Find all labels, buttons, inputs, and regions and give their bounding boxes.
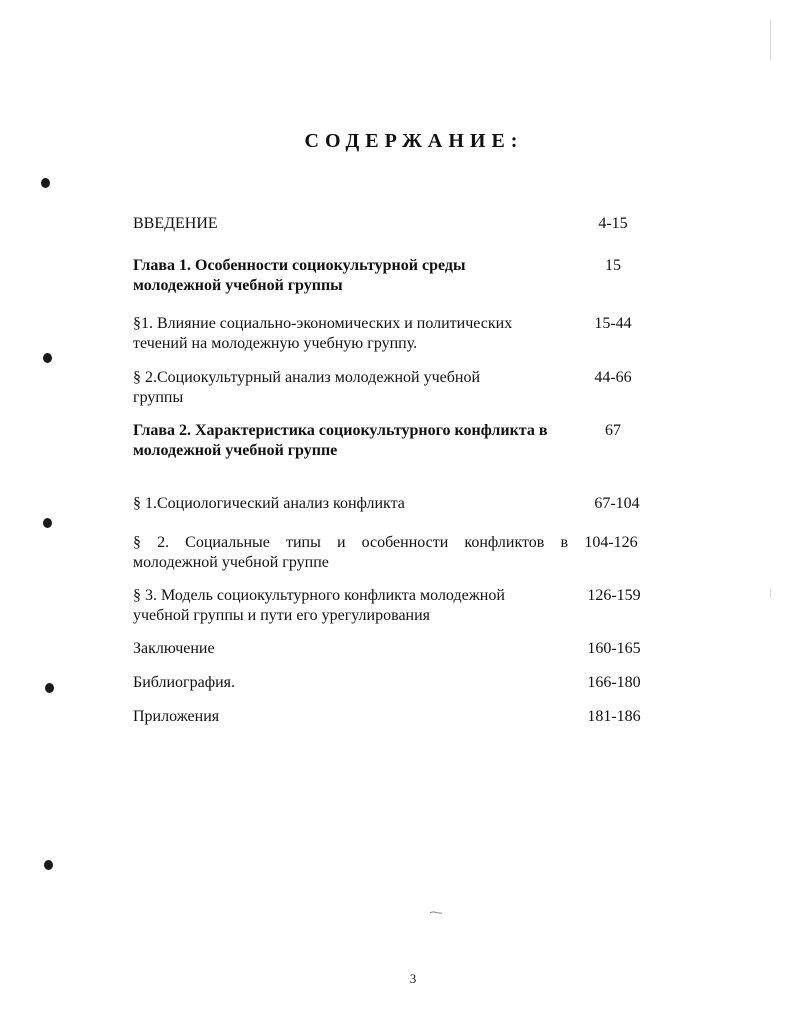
toc-entry-pages: 160-165 xyxy=(587,640,641,657)
toc-entry-chapter-1-section-2 xyxy=(133,368,653,408)
toc-entry-title: ВВЕДЕНИЕ xyxy=(133,215,218,232)
toc-entry-pages: 67-104 xyxy=(594,495,640,512)
binder-hole-mark xyxy=(45,683,54,693)
scan-edge-mark xyxy=(770,590,771,598)
binder-hole-mark xyxy=(44,860,53,870)
page-number: 3 xyxy=(409,971,417,986)
toc-entry-pages: 44-66 xyxy=(594,369,632,386)
toc-entry-title: § 2.Социокультурный анализ молодежной учебной группы xyxy=(133,369,481,406)
toc-entry-pages: 67 xyxy=(605,422,621,439)
binder-hole-mark xyxy=(43,353,52,363)
toc-entry-title: § 1.Социологический анализ конфликта xyxy=(133,495,405,512)
toc-entry-pages: 15 xyxy=(605,257,621,274)
toc-entry-title: Глава 1. Особенности социокультурной среды молодежной учебной группы xyxy=(133,257,466,294)
toc-entry-title: § 2. Социальные типы и особенности конфликтов в молодежной учебной группе xyxy=(133,534,568,571)
toc-entry-title: Заключение xyxy=(133,640,215,657)
toc-entry-title: §1. Влияние социально-экономических и политических течений на молодежную учебную группу. xyxy=(133,315,513,352)
toc-entry-chapter-2-section-2 xyxy=(133,533,653,573)
toc-entry-chapter-2-section-3 xyxy=(133,586,653,626)
toc-entry-chapter-1-section-1 xyxy=(133,314,653,354)
toc-entry-chapter-2 xyxy=(133,421,653,461)
toc-entry-pages: 15-44 xyxy=(594,315,632,332)
scan-speck xyxy=(430,911,442,914)
toc-entry-conclusion xyxy=(133,639,653,659)
toc-entry-bibliography xyxy=(133,673,653,693)
toc-entry-title: Библиография. xyxy=(133,674,235,691)
binder-hole-mark xyxy=(41,178,50,188)
toc-entry-pages: 104-126 xyxy=(584,534,638,551)
toc-entry-pages: 4-15 xyxy=(598,215,628,232)
toc-entry-chapter-1 xyxy=(133,256,653,296)
toc-entry-title: Глава 2. Характеристика социокультурного конфликта в молодежной учебной группе xyxy=(133,422,548,459)
toc-entry-pages: 126-159 xyxy=(587,587,641,604)
toc-entry-appendices xyxy=(133,707,653,727)
scan-edge-mark xyxy=(770,20,771,60)
page-title: СОДЕРЖАНИЕ: xyxy=(304,130,524,152)
toc-entry-title: § 3. Модель социокультурного конфликта молодежной учебной группы и пути его урегулирования xyxy=(133,587,505,624)
binder-hole-mark xyxy=(43,518,52,528)
toc-entry-pages: 166-180 xyxy=(587,674,641,691)
toc-entry-title: Приложения xyxy=(133,708,220,725)
toc-entry-chapter-2-section-1 xyxy=(133,494,653,514)
toc-entry-introduction xyxy=(133,214,653,234)
toc-entry-pages: 181-186 xyxy=(587,708,641,725)
